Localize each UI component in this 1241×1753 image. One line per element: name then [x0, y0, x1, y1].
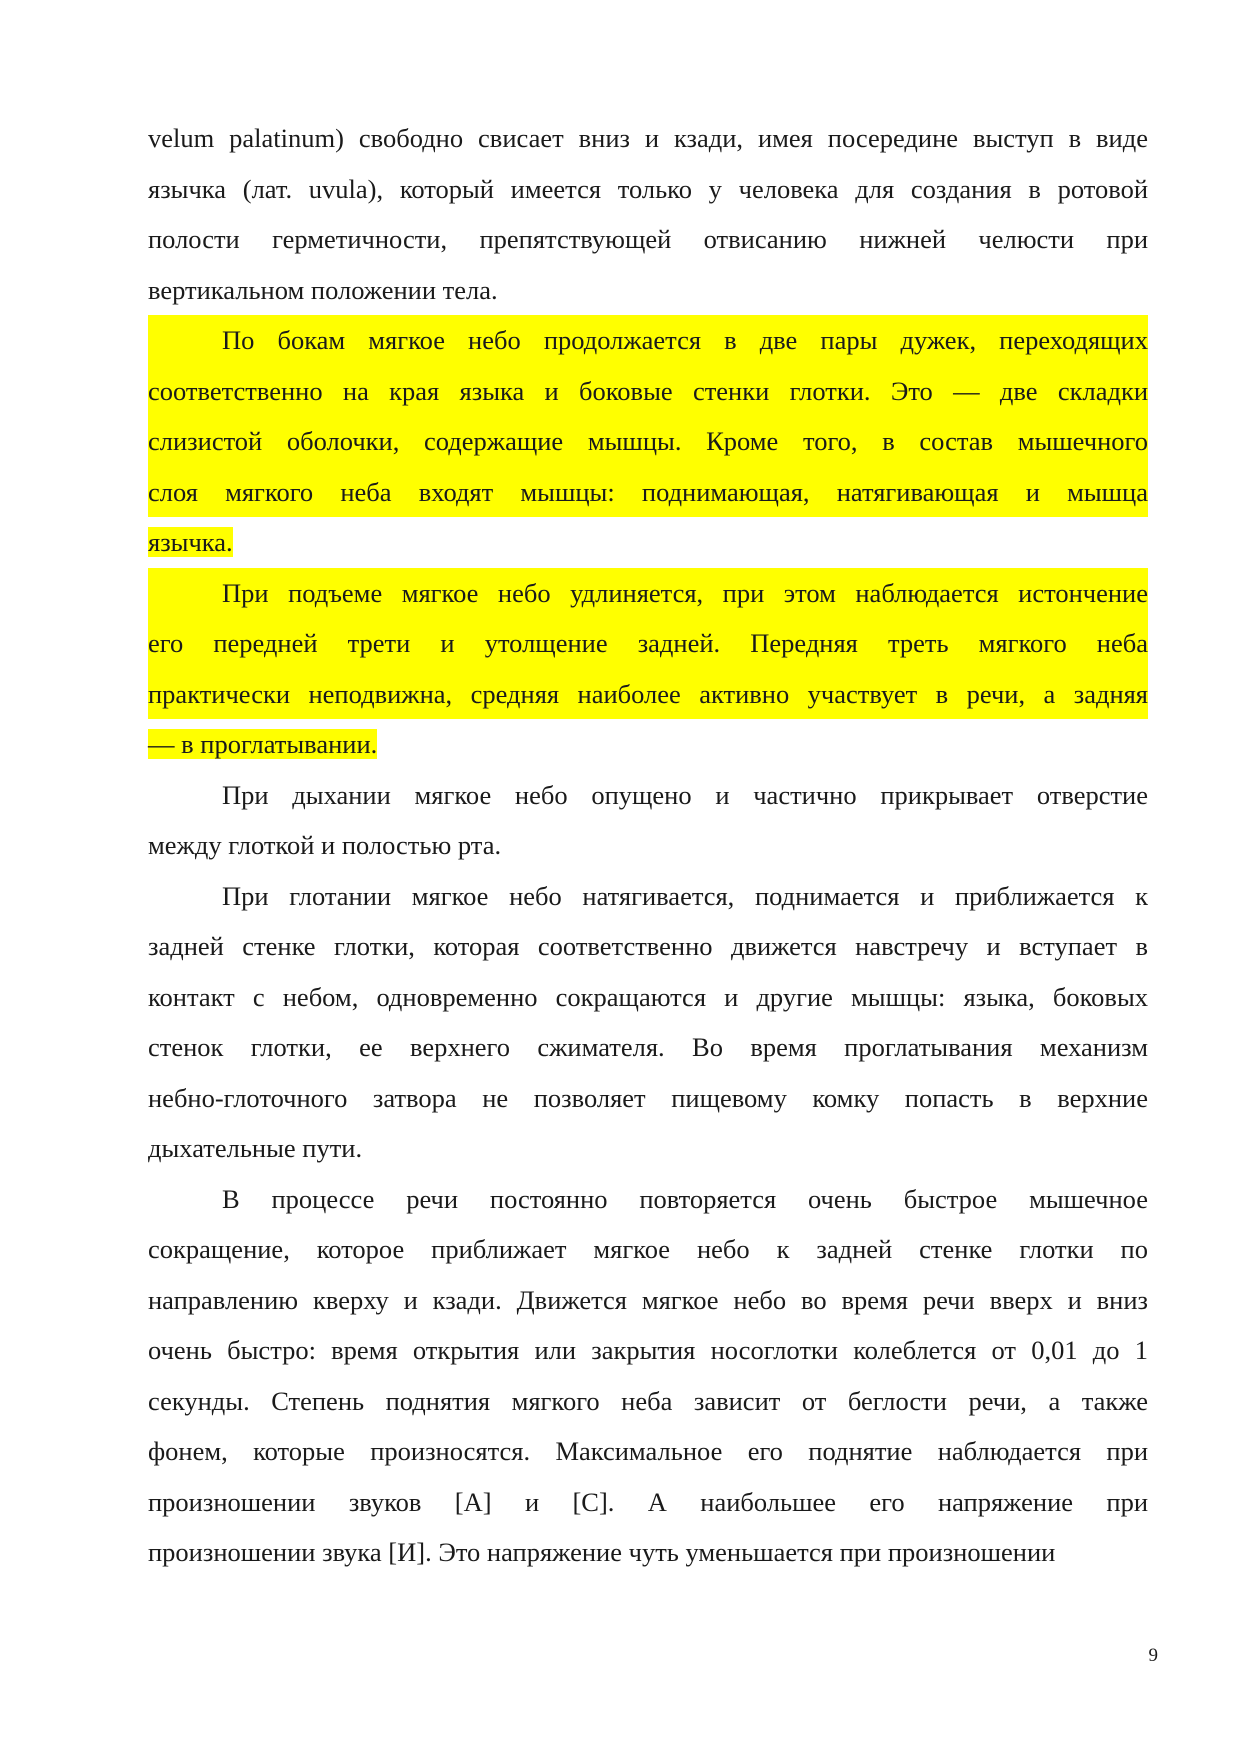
text-line-content: очень быстро: время открытия или закрытия носоглотки колеблется от 0,01 до 1	[148, 1335, 1148, 1365]
text-line-content: стенок глотки, ее верхнего сжимателя. Во время проглатывания механизм	[148, 1032, 1148, 1062]
text-line	[148, 1174, 1148, 1225]
text-line	[148, 618, 1148, 669]
text-line	[148, 315, 1148, 366]
text-line-content: между глоткой и полостью рта.	[148, 830, 502, 860]
text-line-content: дыхательные пути.	[148, 1133, 363, 1163]
text-line-content: вертикальном положении тела.	[148, 274, 498, 305]
text-line	[148, 517, 1148, 568]
text-line	[148, 265, 1148, 316]
text-line	[148, 1022, 1148, 1073]
text-line	[148, 972, 1148, 1023]
paragraph	[148, 315, 1148, 568]
text-line	[148, 1426, 1148, 1477]
text-line-content: язычка (лат. uvula), который имеется только у человека для создания в ротовой	[148, 173, 1148, 204]
text-line-content: сокращение, которое приближает мягкое небо к задней стенке глотки по	[148, 1234, 1148, 1264]
text-line	[148, 921, 1148, 972]
text-line-content: полости герметичности, препятствующей отвисанию нижней челюсти при	[148, 224, 1148, 254]
text-line-content: По бокам мягкое небо продолжается в две пары дужек, переходящих	[222, 325, 1148, 355]
page-number: 9	[1148, 1645, 1158, 1666]
text-line	[148, 770, 1148, 821]
text-line	[148, 1224, 1148, 1275]
text-line-content: — в проглатывании.	[148, 729, 378, 759]
paragraph	[148, 770, 1148, 871]
text-line-content: произношении звуков [А] и [С]. А наибольшее его напряжение при	[148, 1486, 1148, 1517]
text-line	[148, 1325, 1148, 1376]
text-line	[148, 871, 1148, 922]
text-line	[148, 1275, 1148, 1326]
text-line-content: произношении звука [И]. Это напряжение чуть уменьшается при произношении	[148, 1537, 1056, 1567]
paragraph	[148, 113, 1148, 315]
paragraph	[148, 871, 1148, 1174]
text-line	[148, 416, 1148, 467]
text-line-content: задней стенке глотки, которая соответственно движется навстречу и вступает в	[148, 931, 1148, 961]
text-line	[148, 214, 1148, 265]
paragraph	[148, 1174, 1148, 1578]
text-line	[148, 820, 1148, 871]
text-line	[148, 1527, 1148, 1578]
text-line-content: небно-глоточного затвора не позволяет пищевому комку попасть в верхние	[148, 1082, 1148, 1113]
text-line-content: При глотании мягкое небо натягивается, поднимается и приближается к	[222, 880, 1148, 911]
text-line-content: контакт с небом, одновременно сокращаются и другие мышцы: языка, боковых	[148, 981, 1148, 1012]
text-line-content: слизистой оболочки, содержащие мышцы. Кроме того, в состав мышечного	[148, 426, 1148, 456]
text-line	[148, 1477, 1148, 1528]
text-line	[148, 1123, 1148, 1174]
text-line-content: направлению кверху и кзади. Движется мягкое небо во время речи вверх и вниз	[148, 1284, 1148, 1315]
text-line-content: его передней трети и утолщение задней. Передняя треть мягкого неба	[148, 628, 1148, 658]
text-line-content: соответственно на края языка и боковые стенки глотки. Это — две складки	[148, 375, 1148, 406]
text-line	[148, 719, 1148, 770]
text-line	[148, 366, 1148, 417]
text-line	[148, 568, 1148, 619]
text-line	[148, 1073, 1148, 1124]
paragraph	[148, 568, 1148, 770]
text-line-content: практически неподвижна, средняя наиболее активно участвует в речи, а задняя	[148, 678, 1148, 709]
text-line-content: При подъеме мягкое небо удлиняется, при этом наблюдается истончение	[222, 577, 1148, 608]
text-line	[148, 669, 1148, 720]
body-text	[148, 113, 1148, 1578]
text-line	[148, 1376, 1148, 1427]
text-line	[148, 467, 1148, 518]
text-line	[148, 113, 1148, 164]
text-line-content: При дыхании мягкое небо опущено и частично прикрывает отверстие	[222, 779, 1148, 810]
text-line-content: velum palatinum) свободно свисает вниз и кзади, имея посередине выступ в виде	[148, 123, 1148, 153]
text-line-content: В процессе речи постоянно повторяется очень быстрое мышечное	[222, 1183, 1148, 1214]
text-line-content: язычка.	[148, 527, 233, 557]
text-line-content: слоя мягкого неба входят мышцы: поднимающая, натягивающая и мышца	[148, 476, 1148, 507]
text-line-content: фонем, которые произносятся. Максимальное его поднятие наблюдается при	[148, 1436, 1148, 1466]
text-line-content: секунды. Степень поднятия мягкого неба зависит от беглости речи, а также	[148, 1385, 1148, 1416]
text-line	[148, 164, 1148, 215]
